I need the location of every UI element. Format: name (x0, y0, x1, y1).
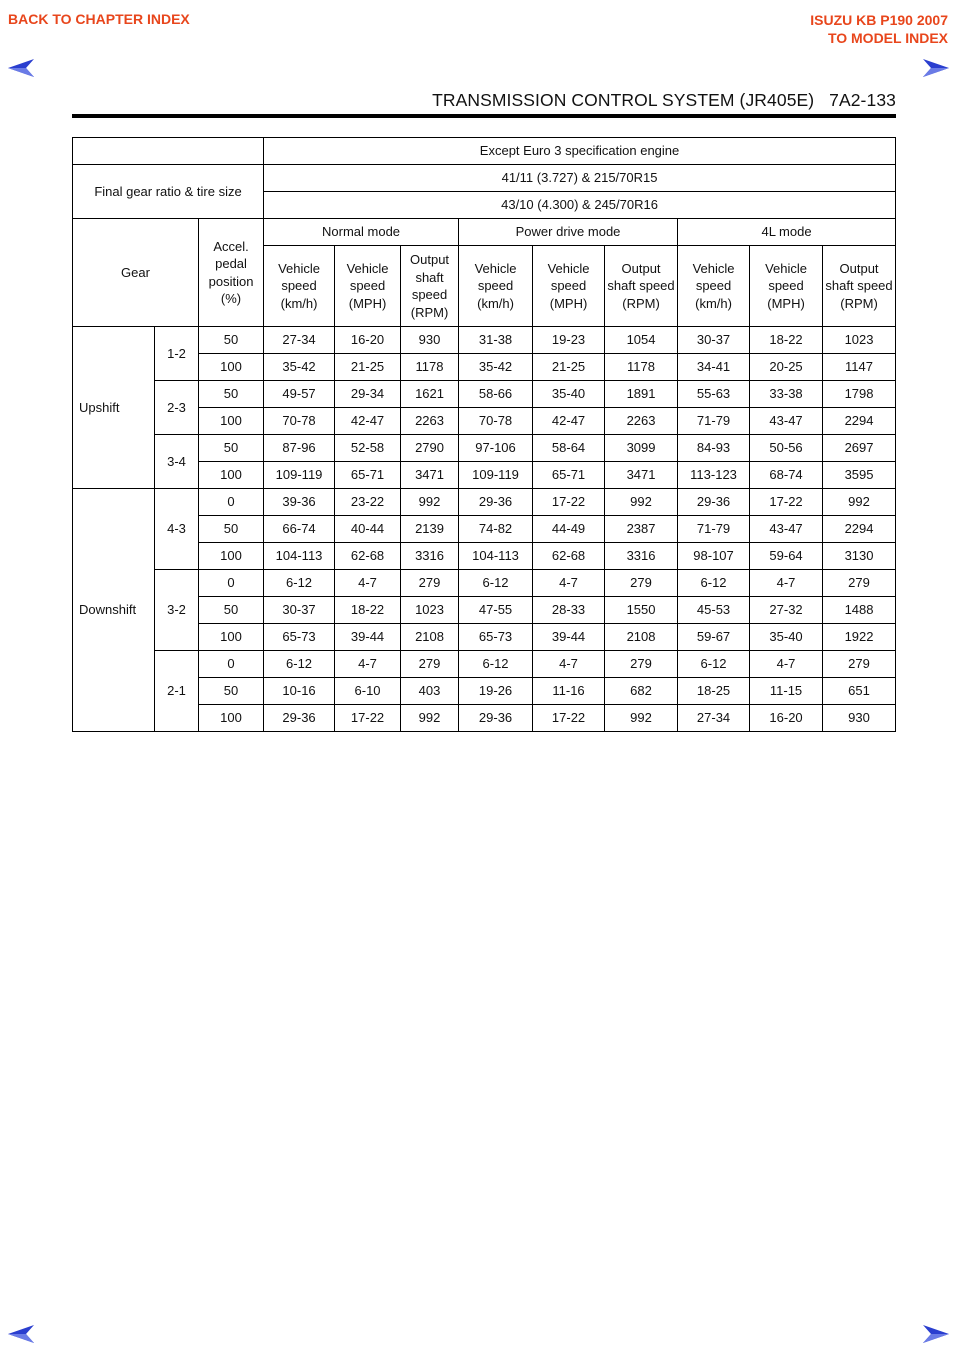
value-cell: 2108 (401, 624, 459, 651)
value-cell: 50-56 (750, 435, 823, 462)
table-row (73, 327, 896, 354)
value-cell: 279 (823, 570, 896, 597)
accel-cell: 100 (199, 462, 264, 489)
table-corner-cell (73, 138, 264, 165)
value-cell: 20-25 (750, 354, 823, 381)
accel-cell: 50 (199, 516, 264, 543)
value-cell: 55-63 (678, 381, 750, 408)
accel-cell: 100 (199, 705, 264, 732)
accel-cell: 50 (199, 327, 264, 354)
value-cell: 4-7 (533, 651, 605, 678)
value-cell: 109-119 (264, 462, 335, 489)
value-cell: 30-37 (678, 327, 750, 354)
value-cell: 29-36 (264, 705, 335, 732)
engine-spec-header: Except Euro 3 specification engine (264, 138, 896, 165)
value-cell: 19-26 (459, 678, 533, 705)
value-cell: 1054 (605, 327, 678, 354)
value-cell: 62-68 (533, 543, 605, 570)
vehicle-speed-mph-header: Vehicle speed (MPH) (533, 246, 605, 327)
value-cell: 31-38 (459, 327, 533, 354)
accel-cell: 50 (199, 678, 264, 705)
value-cell: 2790 (401, 435, 459, 462)
value-cell: 6-12 (264, 651, 335, 678)
value-cell: 1147 (823, 354, 896, 381)
value-cell: 29-36 (459, 489, 533, 516)
gear-label: 2-3 (155, 381, 199, 435)
gear-label: 3-2 (155, 570, 199, 651)
gear-label: 2-1 (155, 651, 199, 732)
value-cell: 3316 (401, 543, 459, 570)
output-shaft-speed-header: Output shaft speed (RPM) (605, 246, 678, 327)
value-cell: 3471 (605, 462, 678, 489)
model-header (810, 11, 948, 47)
arrow-left-icon[interactable] (7, 1324, 35, 1344)
accel-cell: 50 (199, 381, 264, 408)
vehicle-speed-kmh-header: Vehicle speed (km/h) (264, 246, 335, 327)
output-shaft-speed-header: Output shaft speed (RPM) (823, 246, 896, 327)
value-cell: 3316 (605, 543, 678, 570)
accel-cell: 100 (199, 624, 264, 651)
vehicle-speed-mph-header: Vehicle speed (MPH) (335, 246, 401, 327)
value-cell: 35-42 (459, 354, 533, 381)
accel-cell: 0 (199, 489, 264, 516)
value-cell: 930 (401, 327, 459, 354)
value-cell: 10-16 (264, 678, 335, 705)
value-cell: 3130 (823, 543, 896, 570)
value-cell: 403 (401, 678, 459, 705)
value-cell: 43-47 (750, 516, 823, 543)
value-cell: 6-12 (459, 570, 533, 597)
value-cell: 3595 (823, 462, 896, 489)
vehicle-speed-kmh-header: Vehicle speed (km/h) (459, 246, 533, 327)
value-cell: 39-44 (533, 624, 605, 651)
value-cell: 651 (823, 678, 896, 705)
value-cell: 97-106 (459, 435, 533, 462)
value-cell: 3099 (605, 435, 678, 462)
value-cell: 59-64 (750, 543, 823, 570)
value-cell: 33-38 (750, 381, 823, 408)
value-cell: 2263 (401, 408, 459, 435)
value-cell: 279 (605, 651, 678, 678)
value-cell: 45-53 (678, 597, 750, 624)
accel-cell: 50 (199, 435, 264, 462)
value-cell: 1488 (823, 597, 896, 624)
value-cell: 18-22 (750, 327, 823, 354)
page-header (72, 86, 896, 118)
value-cell: 34-41 (678, 354, 750, 381)
value-cell: 6-12 (678, 570, 750, 597)
table-row (73, 570, 896, 597)
output-shaft-speed-header: Output shaft speed (RPM) (401, 246, 459, 327)
value-cell: 6-12 (678, 651, 750, 678)
shift-group-label: Downshift (73, 489, 155, 732)
table-row (73, 651, 896, 678)
value-cell: 27-32 (750, 597, 823, 624)
value-cell: 28-33 (533, 597, 605, 624)
accel-cell: 50 (199, 597, 264, 624)
value-cell: 104-113 (264, 543, 335, 570)
value-cell: 66-74 (264, 516, 335, 543)
value-cell: 17-22 (533, 705, 605, 732)
value-cell: 1023 (401, 597, 459, 624)
accel-cell: 100 (199, 354, 264, 381)
value-cell: 279 (605, 570, 678, 597)
to-model-index-link[interactable]: TO MODEL INDEX (827, 30, 948, 46)
value-cell: 2387 (605, 516, 678, 543)
value-cell: 71-79 (678, 516, 750, 543)
value-cell: 6-12 (459, 651, 533, 678)
value-cell: 2263 (605, 408, 678, 435)
value-cell: 39-36 (264, 489, 335, 516)
value-cell: 3471 (401, 462, 459, 489)
value-cell: 109-119 (459, 462, 533, 489)
value-cell: 6-12 (264, 570, 335, 597)
value-cell: 19-23 (533, 327, 605, 354)
value-cell: 58-64 (533, 435, 605, 462)
value-cell: 2697 (823, 435, 896, 462)
value-cell: 87-96 (264, 435, 335, 462)
value-cell: 4-7 (335, 570, 401, 597)
accel-cell: 100 (199, 408, 264, 435)
value-cell: 682 (605, 678, 678, 705)
value-cell: 43-47 (750, 408, 823, 435)
value-cell: 70-78 (264, 408, 335, 435)
value-cell: 4-7 (750, 570, 823, 597)
value-cell: 74-82 (459, 516, 533, 543)
value-cell: 11-16 (533, 678, 605, 705)
value-cell: 65-71 (533, 462, 605, 489)
value-cell: 113-123 (678, 462, 750, 489)
back-to-chapter-index-link[interactable]: BACK TO CHAPTER INDEX (8, 11, 190, 27)
value-cell: 18-25 (678, 678, 750, 705)
arrow-right-icon[interactable] (922, 1324, 950, 1344)
value-cell: 11-15 (750, 678, 823, 705)
value-cell: 1922 (823, 624, 896, 651)
value-cell: 4-7 (750, 651, 823, 678)
accel-header: Accel. pedal position (%) (199, 219, 264, 327)
accel-cell: 0 (199, 570, 264, 597)
value-cell: 49-57 (264, 381, 335, 408)
value-cell: 35-42 (264, 354, 335, 381)
arrow-left-icon[interactable] (7, 58, 35, 78)
accel-cell: 0 (199, 651, 264, 678)
value-cell: 17-22 (335, 705, 401, 732)
value-cell: 23-22 (335, 489, 401, 516)
value-cell: 42-47 (335, 408, 401, 435)
value-cell: 21-25 (533, 354, 605, 381)
value-cell: 279 (401, 651, 459, 678)
value-cell: 65-73 (459, 624, 533, 651)
value-cell: 35-40 (750, 624, 823, 651)
value-cell: 992 (401, 705, 459, 732)
value-cell: 1891 (605, 381, 678, 408)
value-cell: 1023 (823, 327, 896, 354)
4l-mode-header: 4L mode (678, 219, 896, 246)
gear-label: 1-2 (155, 327, 199, 381)
value-cell: 1178 (605, 354, 678, 381)
value-cell: 35-40 (533, 381, 605, 408)
value-cell: 21-25 (335, 354, 401, 381)
value-cell: 30-37 (264, 597, 335, 624)
value-cell: 18-22 (335, 597, 401, 624)
gear-label: 3-4 (155, 435, 199, 489)
ratio-1: 41/11 (3.727) & 215/70R15 (264, 165, 896, 192)
value-cell: 4-7 (533, 570, 605, 597)
value-cell: 27-34 (678, 705, 750, 732)
value-cell: 65-73 (264, 624, 335, 651)
value-cell: 68-74 (750, 462, 823, 489)
table-row (73, 435, 896, 462)
final-gear-label: Final gear ratio & tire size (73, 165, 264, 219)
shift-point-table (72, 137, 896, 732)
model-title: ISUZU KB P190 2007 (810, 12, 948, 28)
value-cell: 992 (605, 705, 678, 732)
value-cell: 992 (823, 489, 896, 516)
value-cell: 17-22 (750, 489, 823, 516)
value-cell: 1550 (605, 597, 678, 624)
value-cell: 29-36 (678, 489, 750, 516)
value-cell: 992 (605, 489, 678, 516)
value-cell: 58-66 (459, 381, 533, 408)
value-cell: 52-58 (335, 435, 401, 462)
value-cell: 70-78 (459, 408, 533, 435)
value-cell: 17-22 (533, 489, 605, 516)
value-cell: 84-93 (678, 435, 750, 462)
normal-mode-header: Normal mode (264, 219, 459, 246)
value-cell: 279 (823, 651, 896, 678)
value-cell: 29-34 (335, 381, 401, 408)
value-cell: 47-55 (459, 597, 533, 624)
value-cell: 104-113 (459, 543, 533, 570)
value-cell: 2139 (401, 516, 459, 543)
vehicle-speed-kmh-header: Vehicle speed (km/h) (678, 246, 750, 327)
value-cell: 65-71 (335, 462, 401, 489)
value-cell: 98-107 (678, 543, 750, 570)
value-cell: 39-44 (335, 624, 401, 651)
value-cell: 62-68 (335, 543, 401, 570)
gear-label: 4-3 (155, 489, 199, 570)
table-row (73, 381, 896, 408)
value-cell: 16-20 (750, 705, 823, 732)
value-cell: 59-67 (678, 624, 750, 651)
table-row (73, 489, 896, 516)
value-cell: 6-10 (335, 678, 401, 705)
value-cell: 44-49 (533, 516, 605, 543)
value-cell: 2294 (823, 408, 896, 435)
value-cell: 42-47 (533, 408, 605, 435)
value-cell: 1798 (823, 381, 896, 408)
value-cell: 1178 (401, 354, 459, 381)
value-cell: 2108 (605, 624, 678, 651)
value-cell: 279 (401, 570, 459, 597)
value-cell: 29-36 (459, 705, 533, 732)
value-cell: 930 (823, 705, 896, 732)
accel-cell: 100 (199, 543, 264, 570)
value-cell: 1621 (401, 381, 459, 408)
value-cell: 16-20 (335, 327, 401, 354)
value-cell: 40-44 (335, 516, 401, 543)
shift-group-label: Upshift (73, 327, 155, 489)
ratio-2: 43/10 (4.300) & 245/70R16 (264, 192, 896, 219)
value-cell: 2294 (823, 516, 896, 543)
page-title: TRANSMISSION CONTROL SYSTEM (JR405E) 7A2-133 (432, 90, 896, 110)
value-cell: 27-34 (264, 327, 335, 354)
gear-header: Gear (73, 219, 199, 327)
power-drive-mode-header: Power drive mode (459, 219, 678, 246)
value-cell: 4-7 (335, 651, 401, 678)
value-cell: 992 (401, 489, 459, 516)
arrow-right-icon[interactable] (922, 58, 950, 78)
value-cell: 71-79 (678, 408, 750, 435)
vehicle-speed-mph-header: Vehicle speed (MPH) (750, 246, 823, 327)
